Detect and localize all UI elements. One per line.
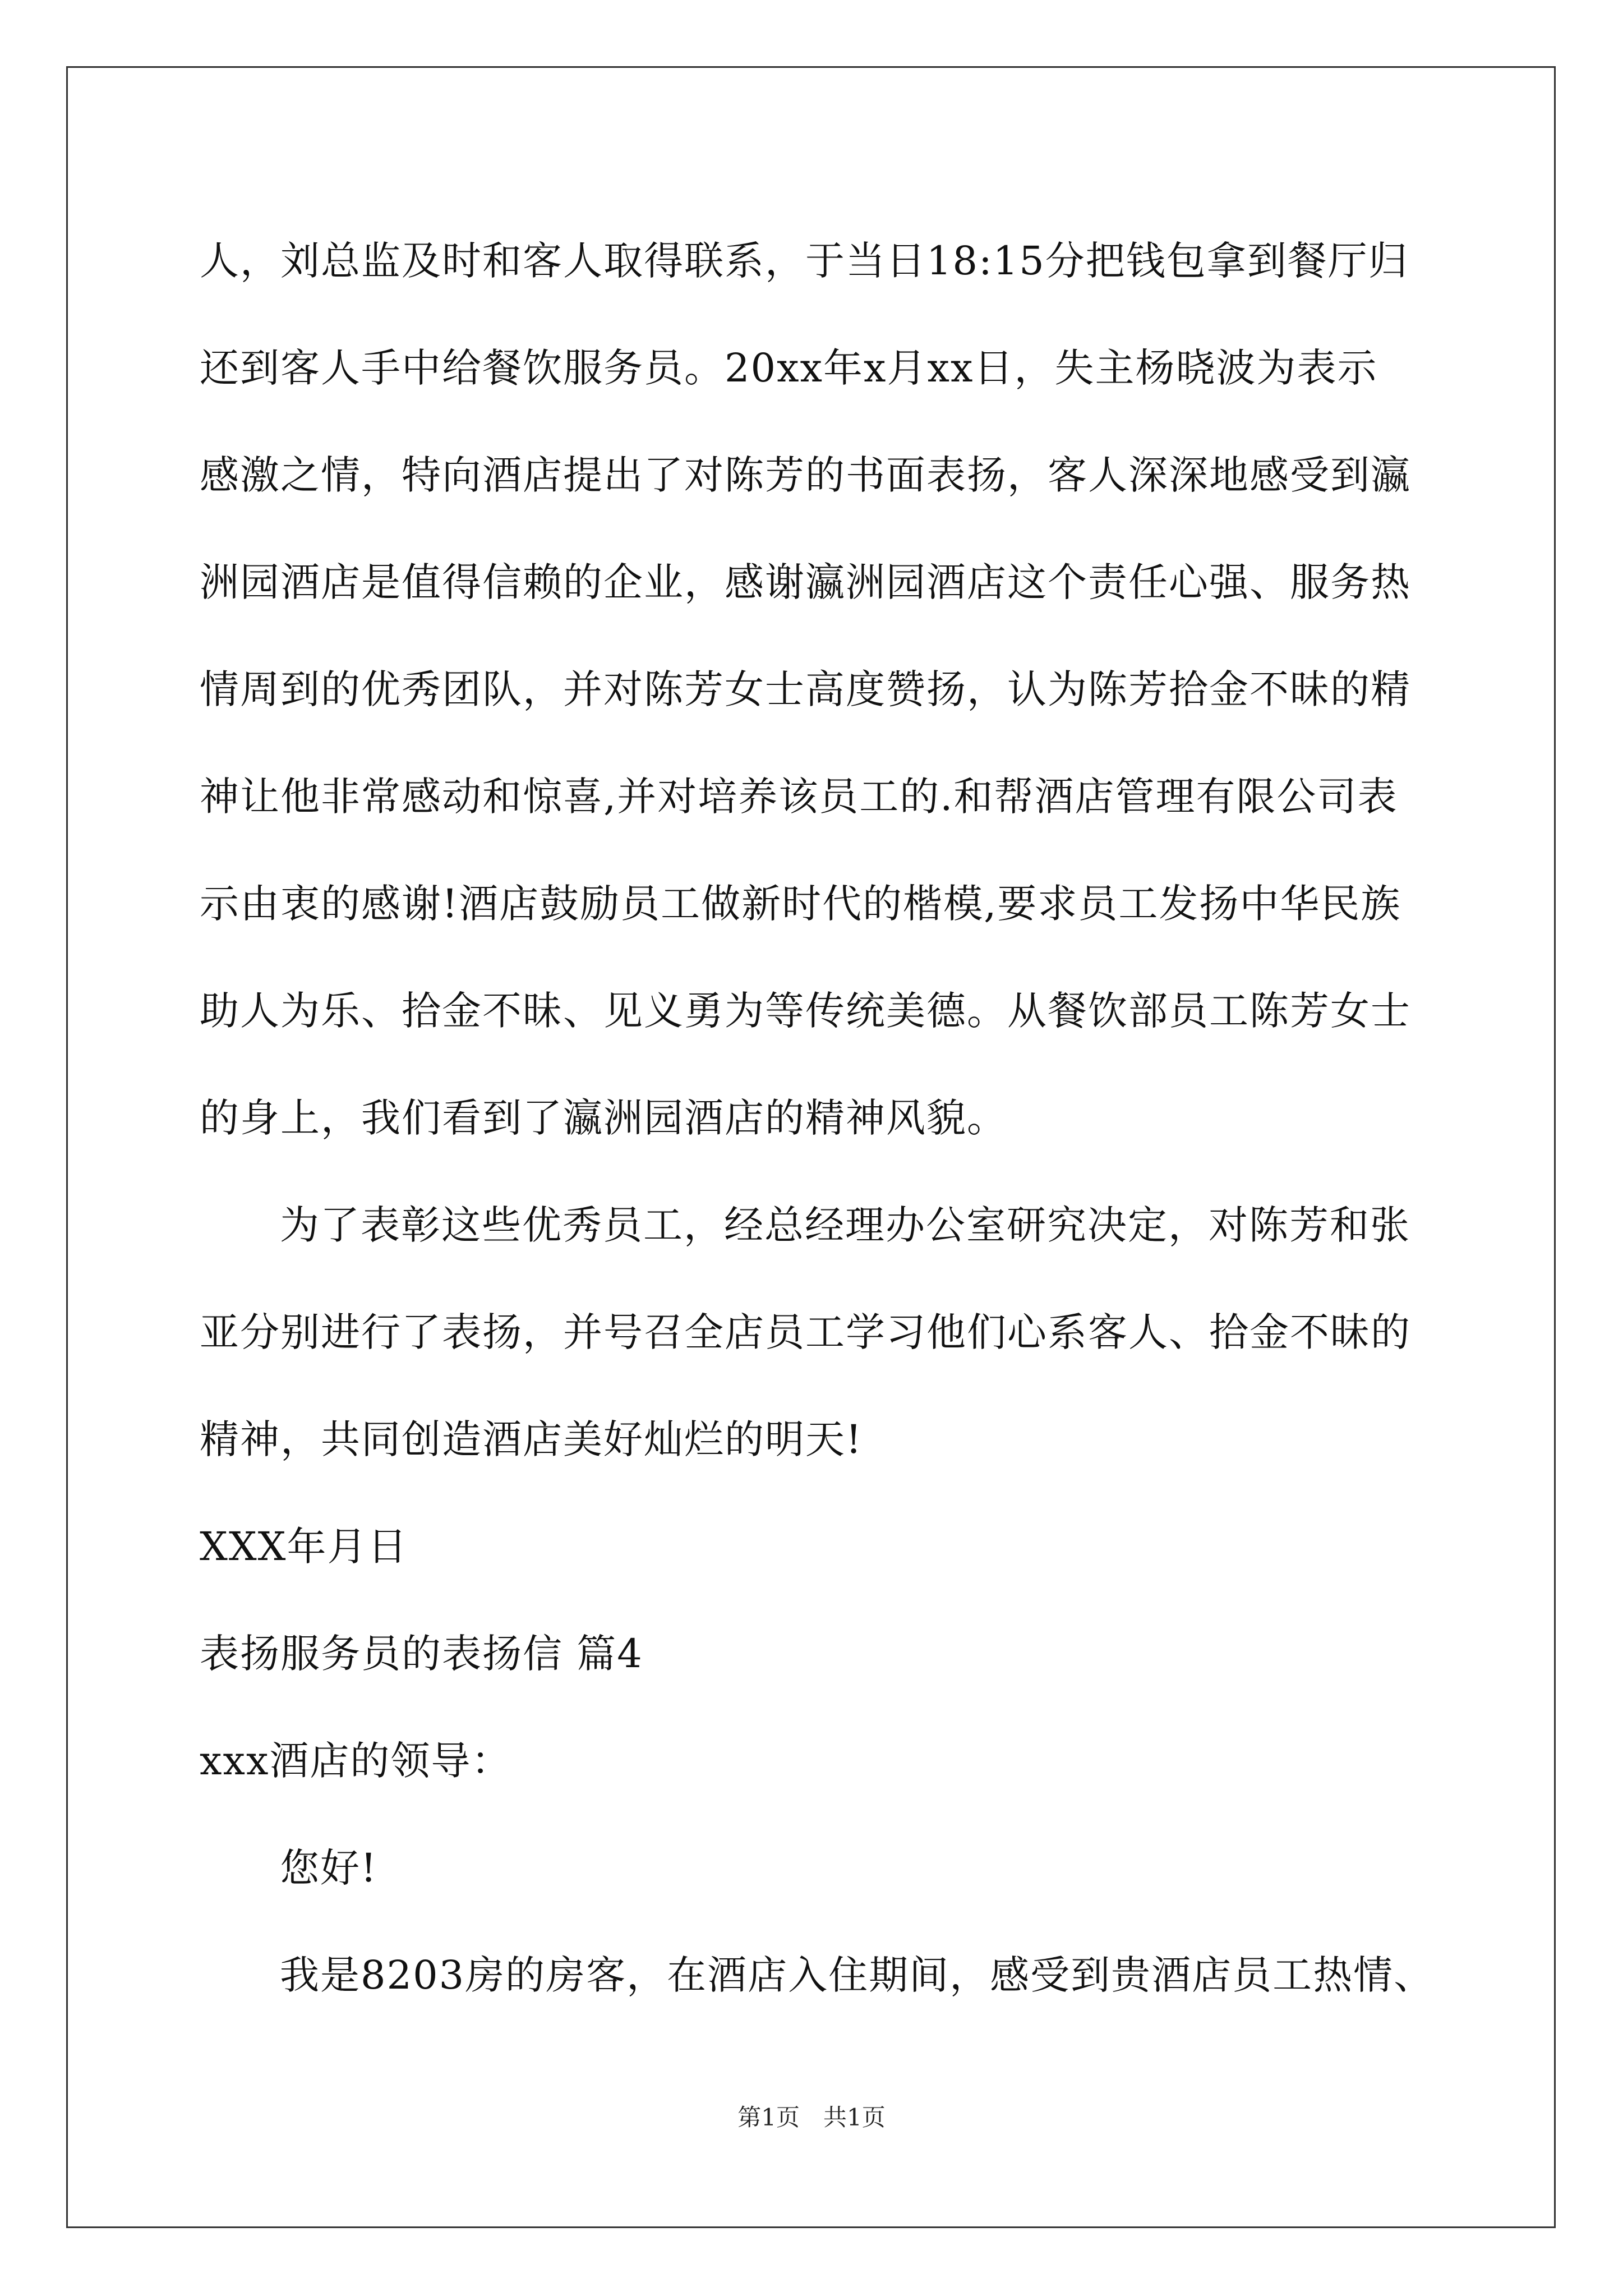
- body-line-4: 洲园酒店是值得信赖的企业，感谢瀛洲园酒店这个责任心强、服务热: [200, 559, 1411, 605]
- document-body: [200, 208, 1433, 2029]
- letter-body-line-1: 我是8203房的房客，在酒店入住期间，感受到贵酒店员工热情、: [280, 1952, 1435, 1998]
- body-line-5: 情周到的优秀团队，并对陈芳女士高度赞扬，认为陈芳拾金不昧的精: [200, 666, 1411, 712]
- paragraph-commendation-line-1: 为了表彰这些优秀员工，经总经理办公室研究决定，对陈芳和张: [280, 1202, 1410, 1248]
- body-line-8: 助人为乐、拾金不昧、见义勇为等传统美德。从餐饮部员工陈芳女士: [200, 988, 1411, 1034]
- body-line-1: 人，刘总监及时和客人取得联系，于当日18:15分把钱包拿到餐厅归: [200, 238, 1409, 284]
- body-line-3: 感激之情，特向酒店提出了对陈芳的书面表扬，客人深深地感受到瀛: [200, 452, 1411, 498]
- page-footer: 第1页 共1页: [737, 2104, 886, 2131]
- paragraph-commendation-line-2: 亚分别进行了表扬，并号召全店员工学习他们心系客人、拾金不昧的: [200, 1309, 1411, 1355]
- body-line-2: 还到客人手中给餐饮服务员。20xx年x月xx日，失主杨晓波为表示: [200, 345, 1378, 391]
- body-line-9: 的身上，我们看到了瀛洲园酒店的精神风貌。: [200, 1095, 1007, 1141]
- body-line-7: 示由衷的感谢!酒店鼓励员工做新时代的楷模,要求员工发扬中华民族: [200, 881, 1401, 927]
- body-line-6: 神让他非常感动和惊喜,并对培养该员工的.和帮酒店管理有限公司表: [200, 774, 1398, 820]
- date-line: XXX年月日: [200, 1524, 408, 1570]
- section-heading: 表扬服务员的表扬信 篇4: [200, 1631, 643, 1677]
- greeting: 您好!: [280, 1845, 378, 1891]
- salutation: xxx酒店的领导：: [200, 1738, 512, 1784]
- paragraph-commendation-line-3: 精神，共同创造酒店美好灿烂的明天!: [200, 1416, 863, 1462]
